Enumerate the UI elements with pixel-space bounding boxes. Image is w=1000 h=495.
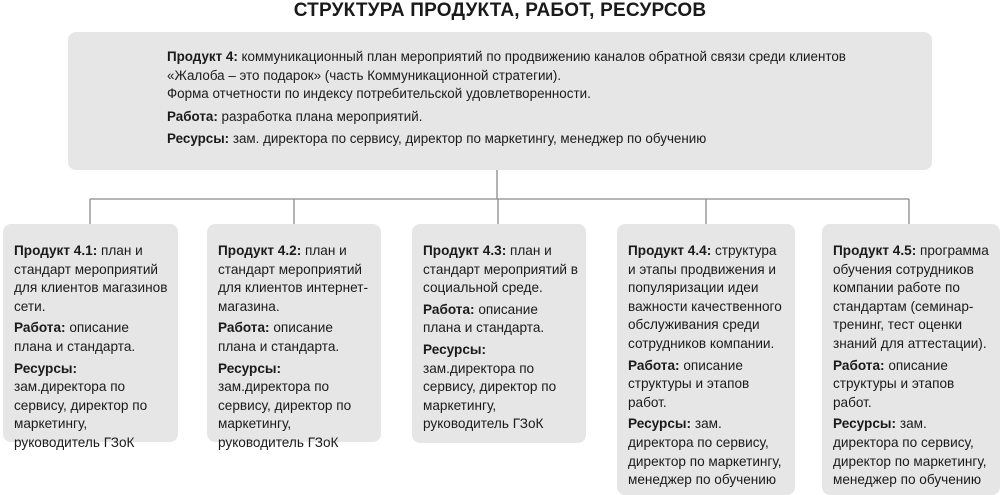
- child-product-text: программа обучения сотрудников компании работе по стандартам (семинар-тренинг, тест оценки знаний для аттестации).: [833, 243, 989, 351]
- child-resources-text: зам.директора по сервису, директор по маркетингу, руководитель ГЗоК: [218, 379, 352, 450]
- child-work-label: Работа:: [14, 320, 66, 336]
- child-product-label: Продукт 4.2:: [218, 243, 302, 258]
- child-resources: [218, 360, 373, 453]
- child-resources: [423, 341, 578, 434]
- child-work: [628, 357, 787, 413]
- child-work-text: описание плана и стандарта.: [423, 301, 545, 336]
- child-work: [14, 319, 170, 356]
- main-product: [167, 48, 922, 104]
- main-work-label: Работа:: [167, 108, 218, 124]
- child-work-text: описание структуры и этапов работ.: [628, 357, 750, 410]
- child-work: [833, 357, 992, 413]
- child-product: [14, 242, 170, 316]
- main-product-label: Продукт 4:: [167, 49, 238, 64]
- child-resources-text: зам.директора по сервису, директор по маркетингу, руководитель ГЗоК: [423, 360, 557, 432]
- child-product-text: структура и этапы продвижения и популяризации идеи важности качественного обслуживания среди сотрудников компании.: [628, 243, 782, 351]
- child-work-text: описание структуры и этапов работ.: [833, 357, 955, 410]
- child-resources-label: Ресурсы:: [218, 360, 282, 376]
- child-resources: [14, 360, 170, 453]
- child-resources-label: Ресурсы:: [14, 360, 78, 376]
- child-work-label: Работа:: [423, 301, 475, 317]
- diagram-title: СТРУКТУРА ПРОДУКТА, РАБОТ, РЕСУРСОВ: [293, 0, 707, 21]
- child-product-text: план и стандарт мероприятий в социальной среде.: [423, 243, 579, 296]
- child-resources-label: Ресурсы:: [833, 416, 897, 432]
- child-product-box-4-1: [3, 224, 178, 450]
- child-product-text: план и стандарт мероприятий для клиентов интернет-магазина.: [218, 243, 368, 314]
- child-resources-label: Ресурсы:: [628, 416, 692, 432]
- main-product-text-3: Форма отчетности по индексу потребительской удовлетворенности.: [167, 86, 591, 102]
- main-product-text-2: «Жалоба – это подарок» (часть Коммуникационной стратегии).: [167, 67, 562, 83]
- child-work: [218, 319, 373, 356]
- child-resources-text: зам. директора по сервису, директор по маркетингу, менеджер по обучению: [628, 416, 782, 488]
- child-work-label: Работа:: [833, 357, 885, 373]
- main-resources-text: зам. директора по сервису, директор по маркетингу, менеджер по обучению: [232, 131, 707, 147]
- child-resources: [833, 415, 992, 489]
- child-product: [218, 242, 373, 316]
- child-product: [833, 242, 992, 354]
- child-product-box-4-5: [822, 224, 1000, 495]
- child-resources-text: зам.директора по сервису, директор по маркетингу, руководитель ГЗоК: [14, 379, 148, 450]
- child-work-text: описание плана и стандарта.: [14, 320, 136, 354]
- child-product: [423, 242, 578, 298]
- child-product-box-4-3: [412, 224, 586, 443]
- main-work: [167, 108, 922, 127]
- child-work-label: Работа:: [218, 320, 270, 336]
- child-product-label: Продукт 4.5:: [833, 243, 917, 258]
- child-product-box-4-4: [617, 224, 795, 495]
- child-product-text: план и стандарт мероприятий для клиентов магазинов сети.: [14, 243, 168, 314]
- child-work-text: описание плана и стандарта.: [218, 320, 340, 354]
- child-product-label: Продукт 4.3:: [423, 243, 507, 258]
- main-resources: [167, 130, 922, 149]
- main-work-text: разработка плана мероприятий.: [221, 108, 423, 124]
- child-resources-text: зам. директора по сервису, директор по маркетингу, менеджер по обучению: [833, 416, 987, 488]
- child-resources: [628, 415, 787, 489]
- child-product: [628, 242, 787, 354]
- child-resources-label: Ресурсы:: [423, 341, 487, 357]
- child-work-label: Работа:: [628, 357, 680, 373]
- main-product-box: [68, 32, 932, 170]
- child-product-box-4-2: [207, 224, 381, 450]
- child-product-label: Продукт 4.4:: [628, 243, 712, 258]
- child-work: [423, 301, 578, 338]
- main-product-text-1: коммуникационный план мероприятий по продвижению каналов обратной связи среди клиентов: [241, 49, 846, 64]
- child-product-label: Продукт 4.1:: [14, 243, 98, 258]
- main-resources-label: Ресурсы:: [167, 131, 230, 147]
